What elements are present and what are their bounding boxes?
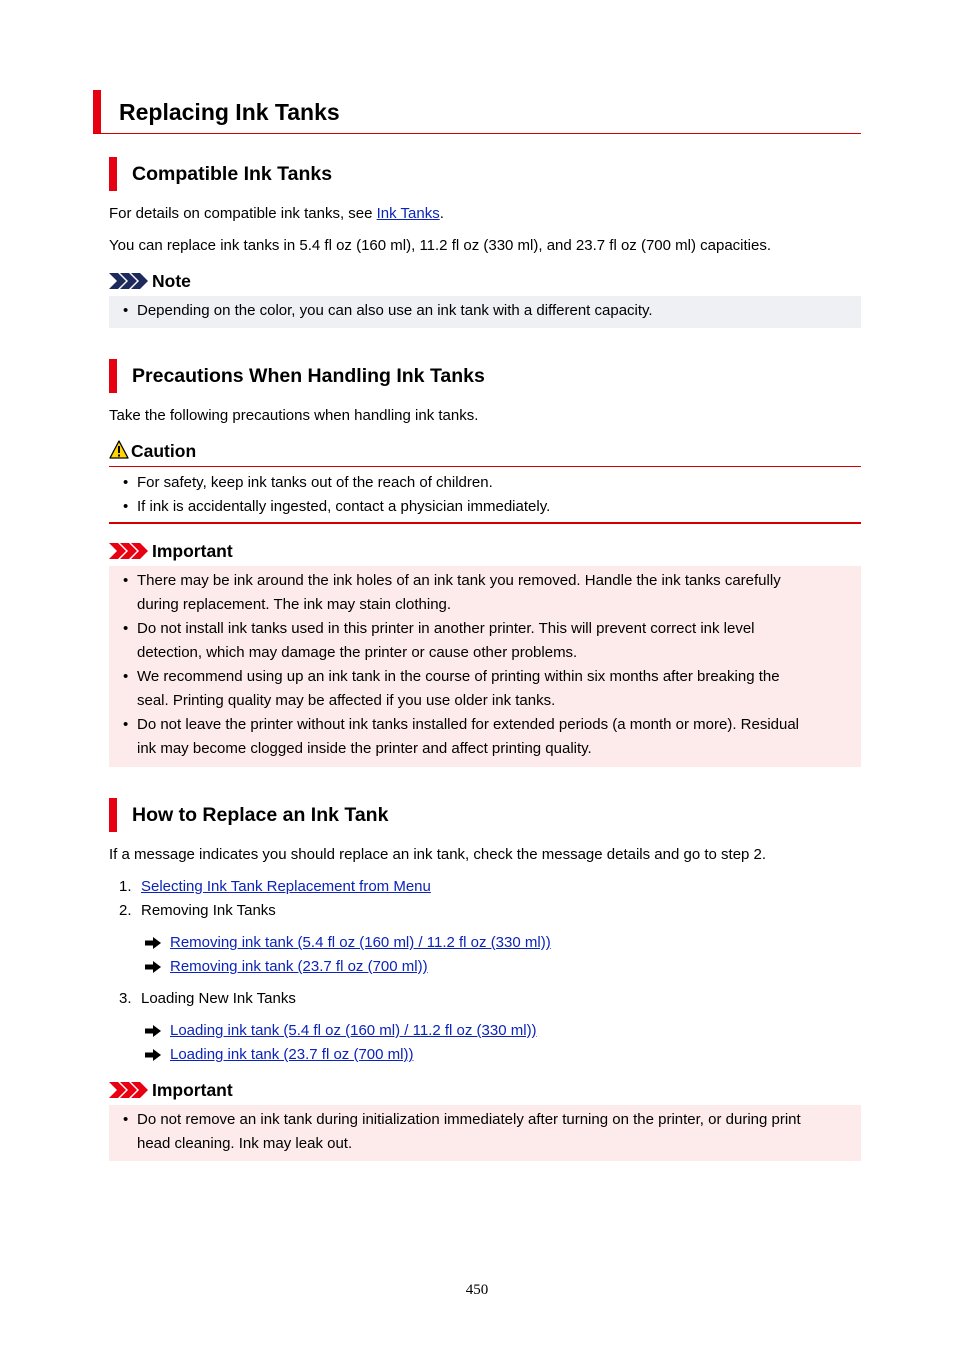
note-chevrons-icon: [109, 273, 149, 289]
section-heading-howto: [109, 798, 861, 832]
bullet: •: [123, 474, 129, 491]
arrow-right-icon: [145, 1049, 161, 1061]
ink-tanks-link[interactable]: Ink Tanks: [376, 205, 440, 222]
remove-ink-tank-small-link[interactable]: Removing ink tank (5.4 fl oz (160 ml) / 11.2 fl oz (330 ml)): [170, 934, 551, 951]
important-box: [109, 1105, 861, 1161]
list-item-text: Do not remove an ink tank during initialization immediately after turning on the printer, or during print: [137, 1111, 801, 1128]
load-ink-tank-large-link[interactable]: Loading ink tank (23.7 fl oz (700 ml)): [170, 1046, 414, 1063]
step-text: Removing Ink Tanks: [141, 902, 276, 919]
bullet: •: [123, 1111, 129, 1128]
bullet: •: [123, 572, 129, 589]
note-label: Note: [152, 271, 191, 291]
section-heading-precautions: [109, 359, 861, 393]
step-number: 3.: [119, 990, 132, 1007]
section-title: How to Replace an Ink Tank: [132, 804, 389, 826]
step-number: 2.: [119, 902, 132, 919]
compatible-paragraph-2: You can replace ink tanks in 5.4 fl oz (160 ml), 11.2 fl oz (330 ml), and 23.7 fl oz (700 ml) capacities.: [109, 237, 771, 254]
list-item-text: We recommend using up an ink tank in the course of printing within six months after breaking the: [137, 668, 780, 685]
arrow-right-icon: [145, 961, 161, 973]
heading-accent-bar: [109, 798, 117, 832]
arrow-right-icon: [145, 937, 161, 949]
bullet: •: [123, 668, 129, 685]
section-heading-compatible: [109, 157, 861, 191]
title-accent-bar: [93, 90, 101, 133]
arrow-right-icon: [145, 1025, 161, 1037]
step-text: Loading New Ink Tanks: [141, 990, 296, 1007]
list-item-text: If ink is accidentally ingested, contact a physician immediately.: [137, 498, 551, 515]
howto-paragraph: If a message indicates you should replace an ink tank, check the message details and go to step 2.: [109, 846, 767, 863]
select-replacement-menu-link[interactable]: Selecting Ink Tank Replacement from Menu: [141, 878, 431, 895]
list-item-text: ink may become clogged inside the printer and affect printing quality.: [137, 740, 592, 757]
page-number: 450: [465, 1282, 489, 1298]
page-title-block: [93, 90, 861, 134]
important-label: Important: [152, 1080, 233, 1100]
remove-ink-tank-large-link[interactable]: Removing ink tank (23.7 fl oz (700 ml)): [170, 958, 428, 975]
list-item-text: seal. Printing quality may be affected if you use older ink tanks.: [137, 692, 556, 709]
paragraph-text: .: [439, 205, 444, 222]
bullet: •: [123, 302, 129, 319]
list-item-text: Do not install ink tanks used in this printer in another printer. This will prevent correct ink level: [137, 620, 755, 637]
list-item-text: head cleaning. Ink may leak out.: [137, 1135, 353, 1152]
important-chevrons-icon: [109, 1082, 149, 1098]
list-item-text: during replacement. The ink may stain clothing.: [137, 596, 452, 613]
bullet: •: [123, 620, 129, 637]
load-ink-tank-small-link[interactable]: Loading ink tank (5.4 fl oz (160 ml) / 11.2 fl oz (330 ml)): [170, 1022, 537, 1039]
caution-box: [109, 466, 861, 524]
bullet: •: [123, 716, 129, 733]
list-item-text: Do not leave the printer without ink tanks installed for extended periods (a month or more). Residual: [137, 716, 800, 733]
bullet: •: [123, 498, 129, 515]
important-box: [109, 566, 861, 767]
heading-accent-bar: [109, 157, 117, 191]
note-box: [109, 296, 861, 328]
heading-accent-bar: [109, 359, 117, 393]
compatible-paragraph-1: [109, 204, 444, 224]
caution-label: Caution: [131, 441, 197, 461]
section-title: Compatible Ink Tanks: [132, 163, 333, 185]
important-label: Important: [152, 541, 233, 561]
page-title: Replacing Ink Tanks: [119, 99, 340, 125]
warning-triangle-icon: [109, 440, 129, 459]
step-number: 1.: [119, 878, 132, 895]
important-chevrons-icon: [109, 543, 149, 559]
precautions-paragraph: Take the following precautions when handling ink tanks.: [109, 407, 479, 424]
list-item-text: detection, which may damage the printer or cause other problems.: [137, 644, 578, 661]
paragraph-text: For details on compatible ink tanks, see: [109, 205, 377, 222]
list-item-text: For safety, keep ink tanks out of the reach of children.: [137, 474, 493, 491]
list-item-text: Depending on the color, you can also use an ink tank with a different capacity.: [137, 302, 653, 319]
section-title: Precautions When Handling Ink Tanks: [132, 365, 485, 387]
list-item-text: There may be ink around the ink holes of an ink tank you removed. Handle the ink tanks carefully: [137, 572, 781, 589]
